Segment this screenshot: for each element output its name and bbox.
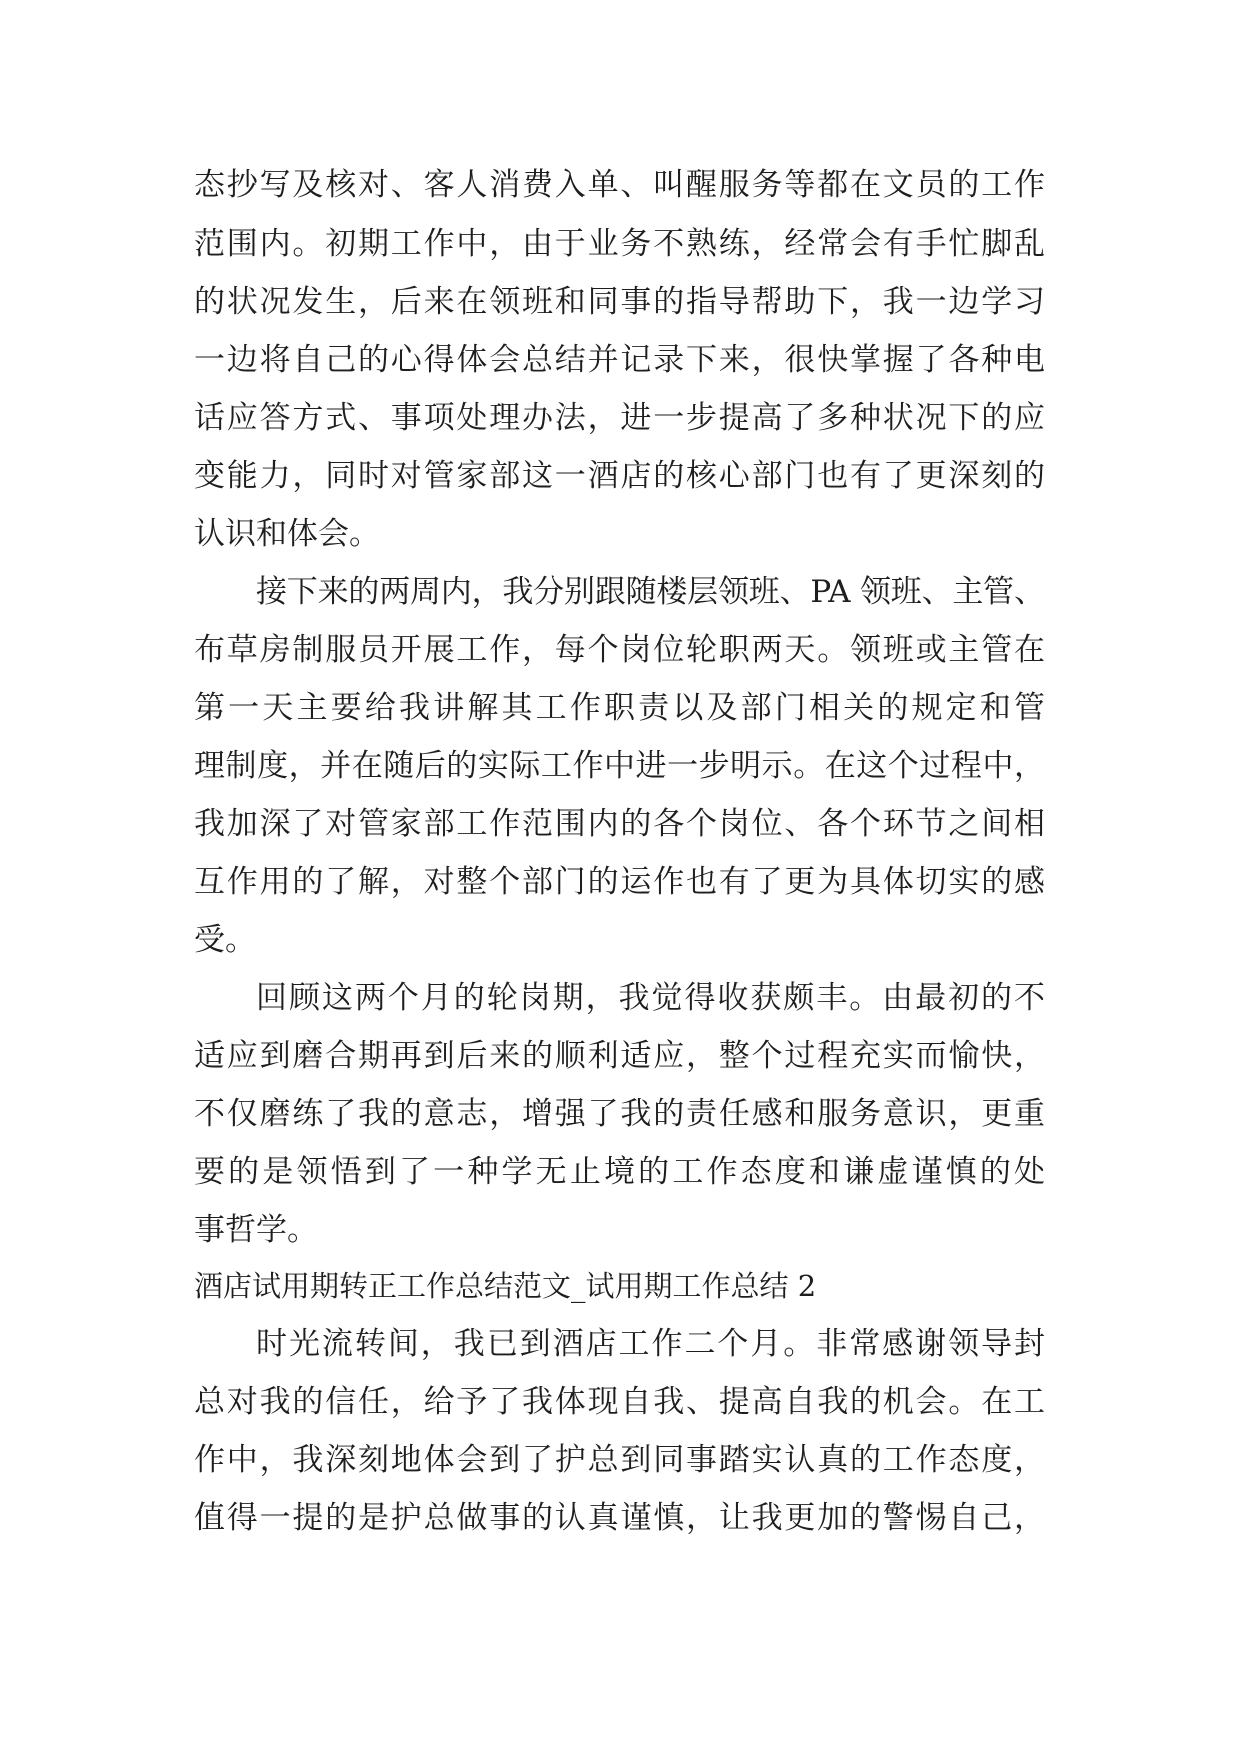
text-line-19: 事哲学。 [194,1212,318,1248]
text-line-16: 适应到磨合期再到后来的顺利适应，整个过程充实而愉快， [194,1038,1047,1074]
text-line-21: 时光流转间，我已到酒店工作二个月。非常感谢领导封 [256,1326,1047,1362]
text-line-3: 的状况发生，后来在领班和同事的指导帮助下，我一边学习 [194,284,1047,320]
section-heading: 酒店试用期转正工作总结范文_试用期工作总结 2 [194,1269,817,1303]
text-line-2: 范围内。初期工作中，由于业务不熟练，经常会有手忙脚乱 [194,226,1047,262]
text-line-15: 回顾这两个月的轮岗期，我觉得收获颇丰。由最初的不 [256,980,1047,1016]
text-line-8: 接下来的两周内，我分别跟随楼层领班、PA 领班、主管、 [256,574,1045,610]
text-line-17: 不仅磨练了我的意志，增强了我的责任感和服务意识，更重 [194,1096,1047,1132]
text-line-22: 总对我的信任，给予了我体现自我、提高自我的机会。在工 [194,1384,1047,1420]
text-line-18: 要的是领悟到了一种学无止境的工作态度和谦虚谨慎的处 [194,1154,1049,1190]
text-line-7: 认识和体会。 [194,516,380,552]
text-line-5: 话应答方式、事项处理办法，进一步提高了多种状况下的应 [194,400,1047,436]
text-line-10: 第一天主要给我讲解其工作职责以及部门相关的规定和管 [194,690,1049,726]
text-line-1: 态抄写及核对、客人消费入单、叫醒服务等都在文员的工作 [194,167,1047,203]
text-line-23: 作中，我深刻地体会到了护总到同事踏实认真的工作态度， [194,1442,1047,1478]
text-line-6: 变能力，同时对管家部这一酒店的核心部门也有了更深刻的 [194,458,1047,494]
text-line-4: 一边将自己的心得体会总结并记录下来，很快掌握了各种电 [194,342,1047,378]
text-line-14: 受。 [194,922,256,958]
text-line-13: 互作用的了解，对整个部门的运作也有了更为具体切实的感 [194,864,1047,900]
text-line-12: 我加深了对管家部工作范围内的各个岗位、各个环节之间相 [194,806,1047,842]
text-line-24: 值得一提的是护总做事的认真谨慎，让我更加的警惕自己， [194,1500,1047,1536]
text-line-9: 布草房制服员开展工作，每个岗位轮职两天。领班或主管在 [194,632,1047,668]
text-line-11: 理制度，并在随后的实际工作中进一步明示。在这个过程中， [194,748,1046,784]
